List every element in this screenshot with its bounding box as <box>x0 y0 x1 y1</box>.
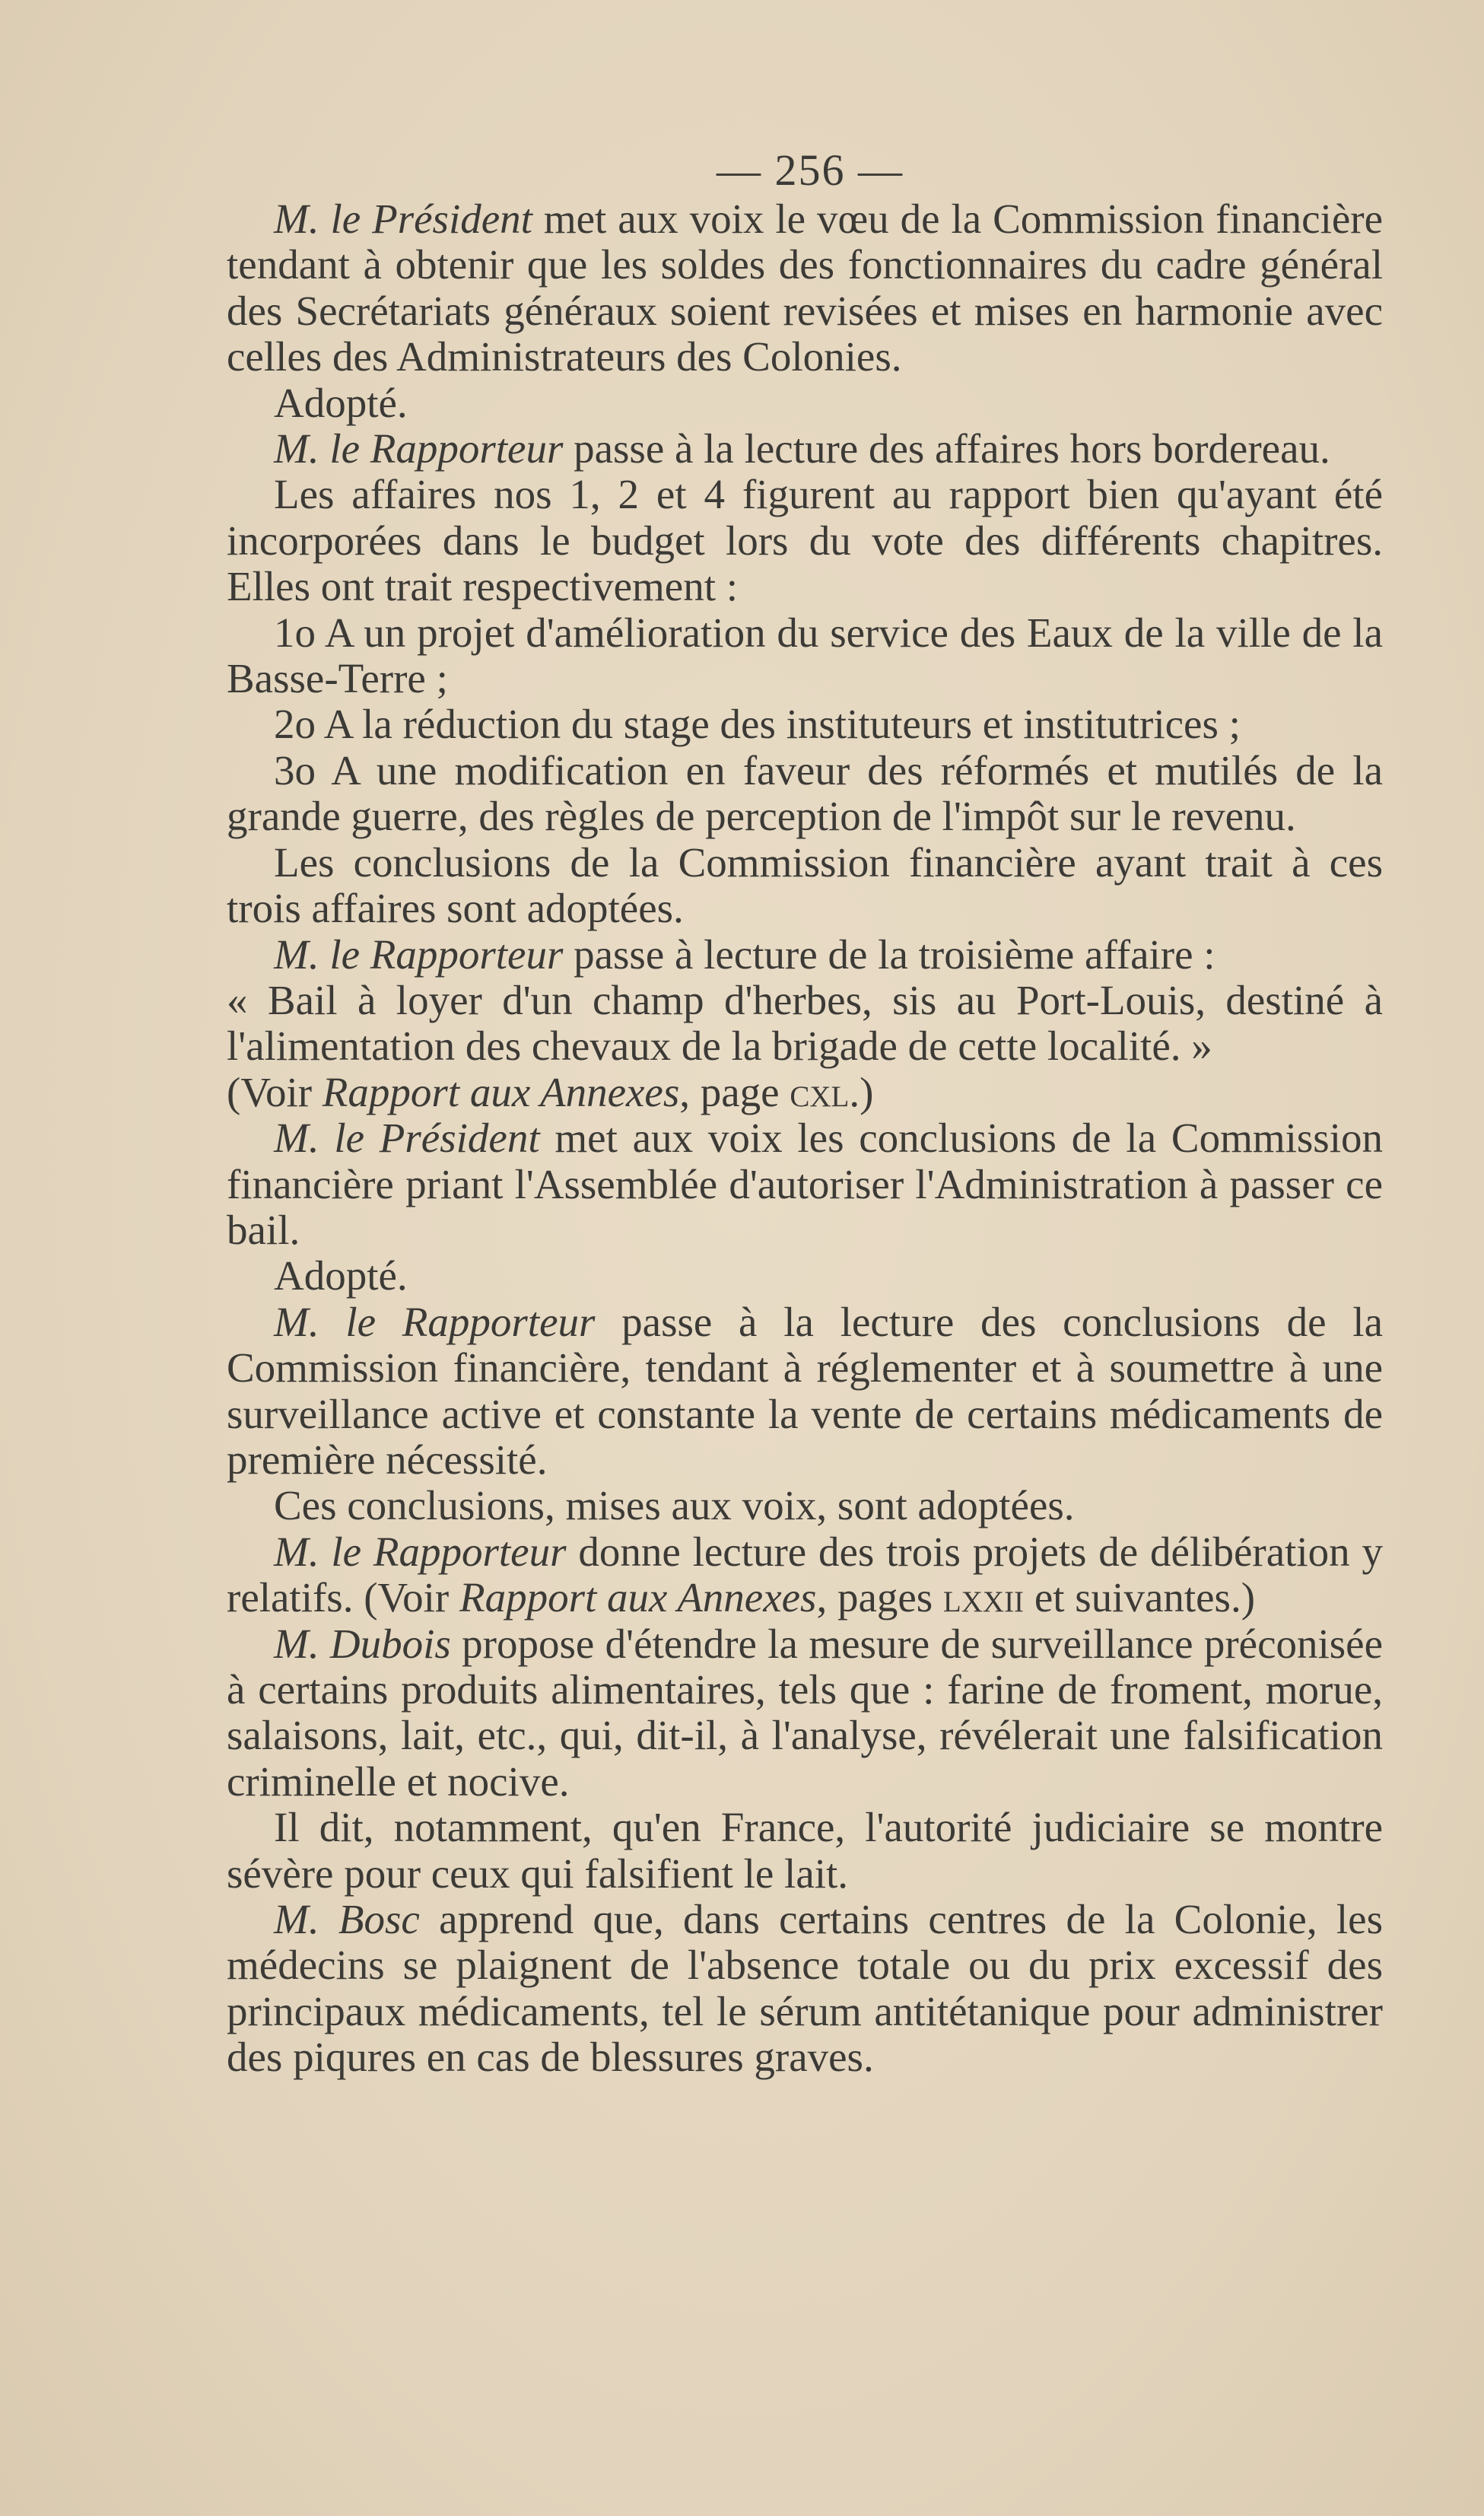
paragraph: M. Bosc apprend que, dans certains centres de la Colonie, les médecins se plaignent de l'absence totale ou du prix excessif des principaux médicaments, tel le sérum antitétanique pour administrer des piqures en cas de blessures graves. <box>227 1896 1383 2081</box>
paragraph: Adopté. <box>274 379 408 426</box>
speaker: M. le Rapporteur <box>274 1298 596 1345</box>
speaker: M. le Rapporteur <box>274 1528 567 1575</box>
page-number: — 256 — <box>717 145 904 195</box>
speaker: M. Dubois <box>274 1620 451 1667</box>
body-text <box>227 196 1383 2081</box>
annex-page: lxxii <box>942 1574 1025 1621</box>
annex-reference: (Voir Rapport aux Annexes, page cxl.) <box>227 1068 874 1115</box>
annex-title: Rapport aux Annexes <box>322 1068 680 1115</box>
paragraph: M. Dubois propose d'étendre la mesure de surveillance préconisée à certains produits alimentaires, tels que : farine de froment, morue, salaisons, lait, etc., qui, dit-il, à l'analyse, révélerait une falsification criminelle et nocive. <box>227 1620 1383 1805</box>
paragraph: Adopté. <box>274 1252 408 1299</box>
speaker: M. le Rapporteur <box>274 930 564 978</box>
speaker: M. le Président <box>274 1115 540 1162</box>
paragraph: Les conclusions de la Commission financière ayant trait à ces trois affaires sont adoptées. <box>227 838 1383 932</box>
speaker: M. Bosc <box>274 1896 420 1943</box>
list-item: 1o A un projet d'amélioration du service des Eaux de la ville de la Basse-Terre ; <box>227 609 1383 702</box>
paragraph: M. le Rapporteur passe à la lecture des affaires hors bordereau. <box>274 425 1330 472</box>
list-item: 2o A la réduction du stage des instituteurs et institutrices ; <box>274 701 1241 748</box>
speaker: M. le Rapporteur <box>274 425 564 472</box>
paragraph: M. le Rapporteur passe à lecture de la troisième affaire : <box>274 930 1215 978</box>
quotation: « Bail à loyer d'un champ d'herbes, sis au Port-Louis, destiné à l'alimentation des chevaux de la brigade de cette localité. » <box>227 976 1383 1070</box>
paragraph: M. le Président met aux voix le vœu de la Commission financière tendant à obtenir que les soldes des fonctionnaires du cadre général des Secrétariats généraux soient revisées et mises en harmonie avec celles des Administrateurs des Colonies. <box>227 196 1383 380</box>
annex-title: Rapport aux Annexes <box>459 1574 817 1621</box>
paragraph: Les affaires nos 1, 2 et 4 figurent au rapport bien qu'ayant été incorporées dans le budget lors du vote des différents chapitres. Elles ont trait respectivement : <box>227 471 1383 610</box>
paragraph: M. le Président met aux voix les conclusions de la Commission financière priant l'Assemblée d'autoriser l'Administration à passer ce bail. <box>227 1115 1383 1253</box>
list-item: 3o A une modification en faveur des réformés et mutilés de la grande guerre, des règles de perception de l'impôt sur le revenu. <box>227 746 1383 840</box>
paragraph: M. le Rapporteur passe à la lecture des conclusions de la Commission financière, tendant à réglementer et à soumettre à une surveillance active et constante la vente de certains médicaments de première nécessité. <box>227 1298 1383 1483</box>
paragraph: M. le Rapporteur donne lecture des trois projets de délibération y relatifs. (Voir Rapport aux Annexes, pages lxxii et suivantes.) <box>227 1528 1384 1621</box>
paragraph: Il dit, notamment, qu'en France, l'autorité judiciaire se montre sévère pour ceux qui falsifient le lait. <box>227 1804 1383 1897</box>
annex-page: cxl <box>790 1068 850 1115</box>
speaker: M. le Président <box>274 196 532 242</box>
paragraph: Ces conclusions, mises aux voix, sont adoptées. <box>274 1482 1075 1529</box>
